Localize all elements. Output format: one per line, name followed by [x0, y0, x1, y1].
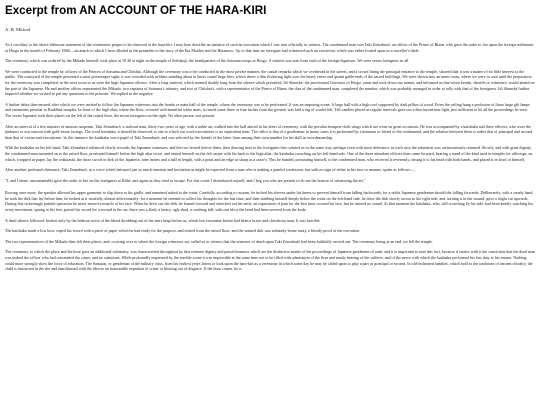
- paragraph-10: A dead silence followed, broken only by the hideous noise of the blood throbbing out of the inert heap before us, which but a moment before had been a brave and chivalrous man. It was horrible.: [5, 217, 321, 223]
- paragraph-11: The kaishaku made a low bow, wiped his sword with a piece of paper which he had ready for the purpose, and retired from the raised floor; and the stained dirk was solemnly borne away, a bloody proof of the execution.: [5, 228, 361, 234]
- paragraph-3: We were conducted to the temple by officers of the Princes of Satsuma and Chôshiu. Although the ceremony was to be conducted in the most private manner, the casual remarks which we overheard in the streets, and a crowd lining the principal entrance to the temple, showed that it was a matter of no little interest to the public. The courtyard of the temple presented a most picturesque sight; it was crowded with soldiers standing about in knots round large fires, which threw a dim flickering light over the heavy eaves and quaint gable-ends of the sacred buildings. We were shown into an inner room, where we were to wait until the preparation for the ceremony was completed: in the next room to us were the high Japanese officers. After a long interval, which seemed doubly long from the silence which prevailed, Itô Shunské, the provisional Governor of Hiogo, came and took down our names, and informed us that seven kenshi, sheriffs or witnesses, would attend on the part of the Japanese. He and another officer represented the Mikado; two captains of Satsuma's infantry, and two of Chôshiu's, with a representative of the Prince of Bizen, the clan of the condemned man, completed the number, which was probably arranged in order to tally with that of the foreigners. Itô Shunské further inquired whether we wished to put any questions to the prisoner. We replied in the negative.: [5, 68, 535, 97]
- paragraph-8-quote: "I, and I alone, unwarrantably gave the order to fire on the foreigners at Kôbé, and again as they tried to escape. For this crime I disembowel myself, and I beg you who are present to do me the honour of witnessing the act.": [5, 177, 367, 183]
- paragraph-7: After another profound obeisance, Taki Zenzaburô, in a voice which betrayed just so much emotion and hesitation as might be expected from a man who is making a painful confession, but with no sign of either in his face or manner, spoke as follows:—: [5, 167, 416, 173]
- paragraph-13: The ceremony, to which the place and the hour gave an additional solemnity, was characterized throughout by that extreme dignity and punctiliousness which are the distinctive marks of the proceedings of Japanese gentlemen of rank; and it is important to note this fact, because it carries with it the conviction that the dead man was indeed the officer who had committed the crime, and no substitute. While profoundly impressed by the terrible scene it was impossible at the same time not to be filled with admiration of the firm and manly bearing of the sufferer, and of the nerve with which the kaishaku performed his last duty to his master. Nothing could more strongly show the force of education. The Samurai, or gentleman of the military class, from his earliest years learns to look upon the hara-kiri as a ceremony in which some day he may be called upon to play a part as principal or second. In old-fashioned families, which hold to the traditions of ancient chivalry, the child is instructed in the rite and familiarized with the idea as an honourable expiation of crime or blotting out of disgrace. If the hour comes, he is: [5, 249, 535, 272]
- paragraph-2: The ceremony, which was ordered by the Mikado himself, took place at 10.30 at night in the temple of Seifukuji, the headquarters of the Satsuma troops at Hiogo. A witness was sent from each of the foreign legations. We were seven foreigners in all.: [5, 58, 410, 64]
- paragraph-9: Bowing once more, the speaker allowed his upper garments to slip down to his girdle, and remained naked to the waist. Carefully, according to custom, he tucked his sleeves under his knees to prevent himself from falling backwards; for a noble Japanese gentleman should die falling forwards. Deliberately, with a steady hand, he took the dirk that lay before him; he looked at it wistfully, almost affectionately; for a moment he seemed to collect his thoughts for the last time, and then stabbing himself deeply below the waist on the left-hand side, he drew the dirk slowly across to the right side, and, turning it in the wound, gave a slight cut upwards. During this sickeningly painful operation he never moved a muscle of his face. When he drew out the dirk, he leaned forward and stretched out his neck; an expression of pain for the first time crossed his face, but he uttered no sound. At that moment the kaishaku, who, still crouching by his side, had been keenly watching his every movement, sprang to his feet, poised his sword for a second in the air; there was a flash, a heavy, ugly thud, a crashing fall; with one blow the head had been severed from the body.: [5, 190, 534, 213]
- paragraph-6: With the kaishaku on his left hand, Taki Zenzaburô advanced slowly towards the Japanese witnesses, and the two bowed before them, then drawing near to the foreigners they saluted us in the same way, perhaps even with more deference: in each case the salutation was ceremoniously returned. Slowly, and with great dignity, the condemned man mounted on to the raised floor, prostrated himself before the high altar twice, and seated himself on the felt carpet with his back to the high altar, the kaishaku crouching on his left-hand side. One of the three attendant officers then came forward, bearing a stand of the kind used in temples for offerings, on which, wrapped in paper, lay the wakizashi, the short sword or dirk of the Japanese, nine inches and a half in length, with a point and an edge as sharp as a razor's. This he handed, prostrating himself, to the condemned man, who received it reverently, raising it to his head with both hands, and placed it in front of himself.: [5, 145, 533, 162]
- page-title: Excerpt from AN ACCOUNT OF THE HARA-KIRI: [5, 4, 267, 17]
- document-body: [5, 42, 535, 405]
- paragraph-4: A further delay then ensued, after which we were invited to follow the Japanese witnesses into the hondo or main hall of the temple, where the ceremony was to be performed. It was an imposing scene. A large hall with a high roof supported by dark pillars of wood. From the ceiling hung a profusion of those huge gilt lamps and ornaments peculiar to Buddhist temples. In front of the high altar, where the floor, covered with beautiful white mats, is raised some three or four inches from the ground, was laid a rug of scarlet felt. Tall candles placed at regular intervals gave out a dim mysterious light, just sufficient to let all the proceedings be seen. The seven Japanese took their places on the left of the raised floor, the seven foreigners on the right. No other person was present.: [5, 101, 530, 118]
- paragraph-5: After an interval of a few minutes of anxious suspense, Taki Zenzaburô, a stalwart man, thirty-two years of age, with a noble air, walked into the hall attired in his dress of ceremony, with the peculiar hempen-cloth wings which are worn on great occasions. He was accompanied by a kaishaku and three officers, who wore the jimbaori or war surcoat with gold-tissue facings. The word kaishaku, it should be observed, is one to which our word executioner is no equivalent term. The office is that of a gentleman: in many cases it is performed by a kinsman or friend of the condemned, and the relation between them is rather that of principal and second than that of victim and executioner. In this instance the kaishaku was a pupil of Taki Zenzaburô, and was selected by the friends of the latter from among their own number for his skill in swordsmanship.: [5, 123, 533, 140]
- paragraph-1: As a corollary to the above elaborate statement of the ceremonies proper to be observed at the hara-kiri, I may here describe an instance of such an execution which I was sent officially to witness. The condemned man was Taki Zenzaburô, an officer of the Prince of Bizen, who gave the order to fire upon the foreign settlement at Hiogo in the month of February 1868,—an attack to which I have alluded in the preamble to the story of the Eta Maiden and the Hatamoto. Up to that time no foreigner had witnessed such an execution, which was rather looked upon as a traveller's fable.: [5, 42, 534, 53]
- author-byline: A. B. Mitford: [5, 27, 31, 32]
- paragraph-12: The two representatives of the Mikado then left their places, and, crossing over to where the foreign witnesses sat, called us to witness that the sentence of death upon Taki Zenzaburô had been faithfully carried out. The ceremony being at an end, we left the temple.: [5, 238, 434, 244]
